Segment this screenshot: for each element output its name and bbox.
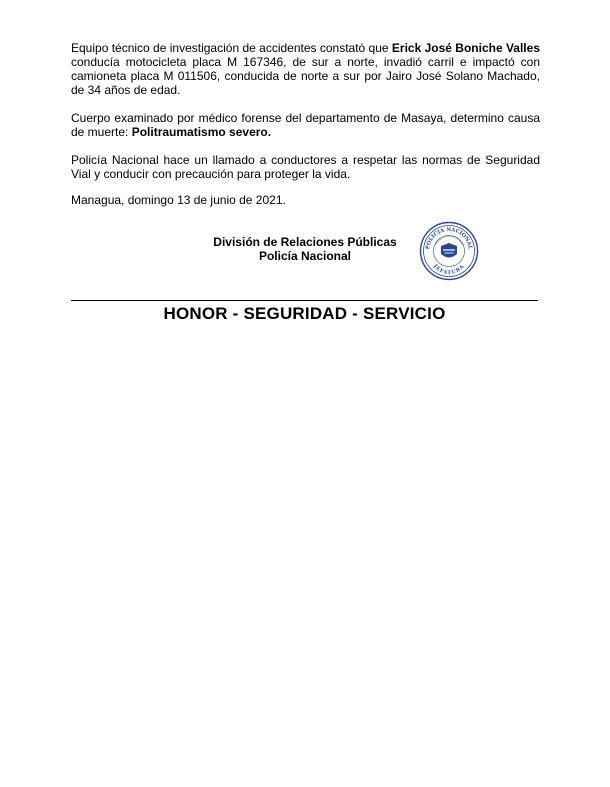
- cause-of-death: Politraumatismo severo.: [131, 125, 272, 139]
- seal-top-text: POLICIA NACIONAL: [425, 226, 473, 250]
- motto: HONOR - SEGURIDAD - SERVICIO: [163, 304, 446, 323]
- driver-name: Erick José Boniche Valles: [391, 41, 540, 55]
- paragraph-text: Equipo técnico de investigación de accidentes constató que: [71, 41, 392, 55]
- paragraph-forensic: [71, 111, 540, 139]
- paragraph-text: Cuerpo examinado por médico forense del departamento de Masaya, determino causa de muerte:: [71, 111, 540, 139]
- paragraph-text: conducía motocicleta placa M 167346, de sur a norte, invadió carril e impactó con camioneta placa M 011506, conducida de norte a sur por Jairo José Solano Machado, de 34 años de edad.: [71, 55, 540, 97]
- signature-department: División de Relaciones Públicas: [213, 235, 397, 249]
- seal-bottom-text: JEFATURA: [432, 263, 466, 277]
- signature-institution: Policía Nacional: [258, 249, 352, 263]
- police-seal-icon: [419, 221, 479, 281]
- date-line: Managua, domingo 13 de junio de 2021.: [71, 193, 286, 207]
- paragraph-accident-report: [71, 41, 540, 97]
- separator-line: [71, 300, 538, 301]
- signature-block: [200, 235, 410, 263]
- paragraph-appeal: Policía Nacional hace un llamado a conductores a respetar las normas de Seguridad Vial y conducir con precaución para proteger la vida.: [71, 153, 540, 181]
- seal-inner-text: REPUBLICA DE NICARAGUA: [434, 234, 464, 246]
